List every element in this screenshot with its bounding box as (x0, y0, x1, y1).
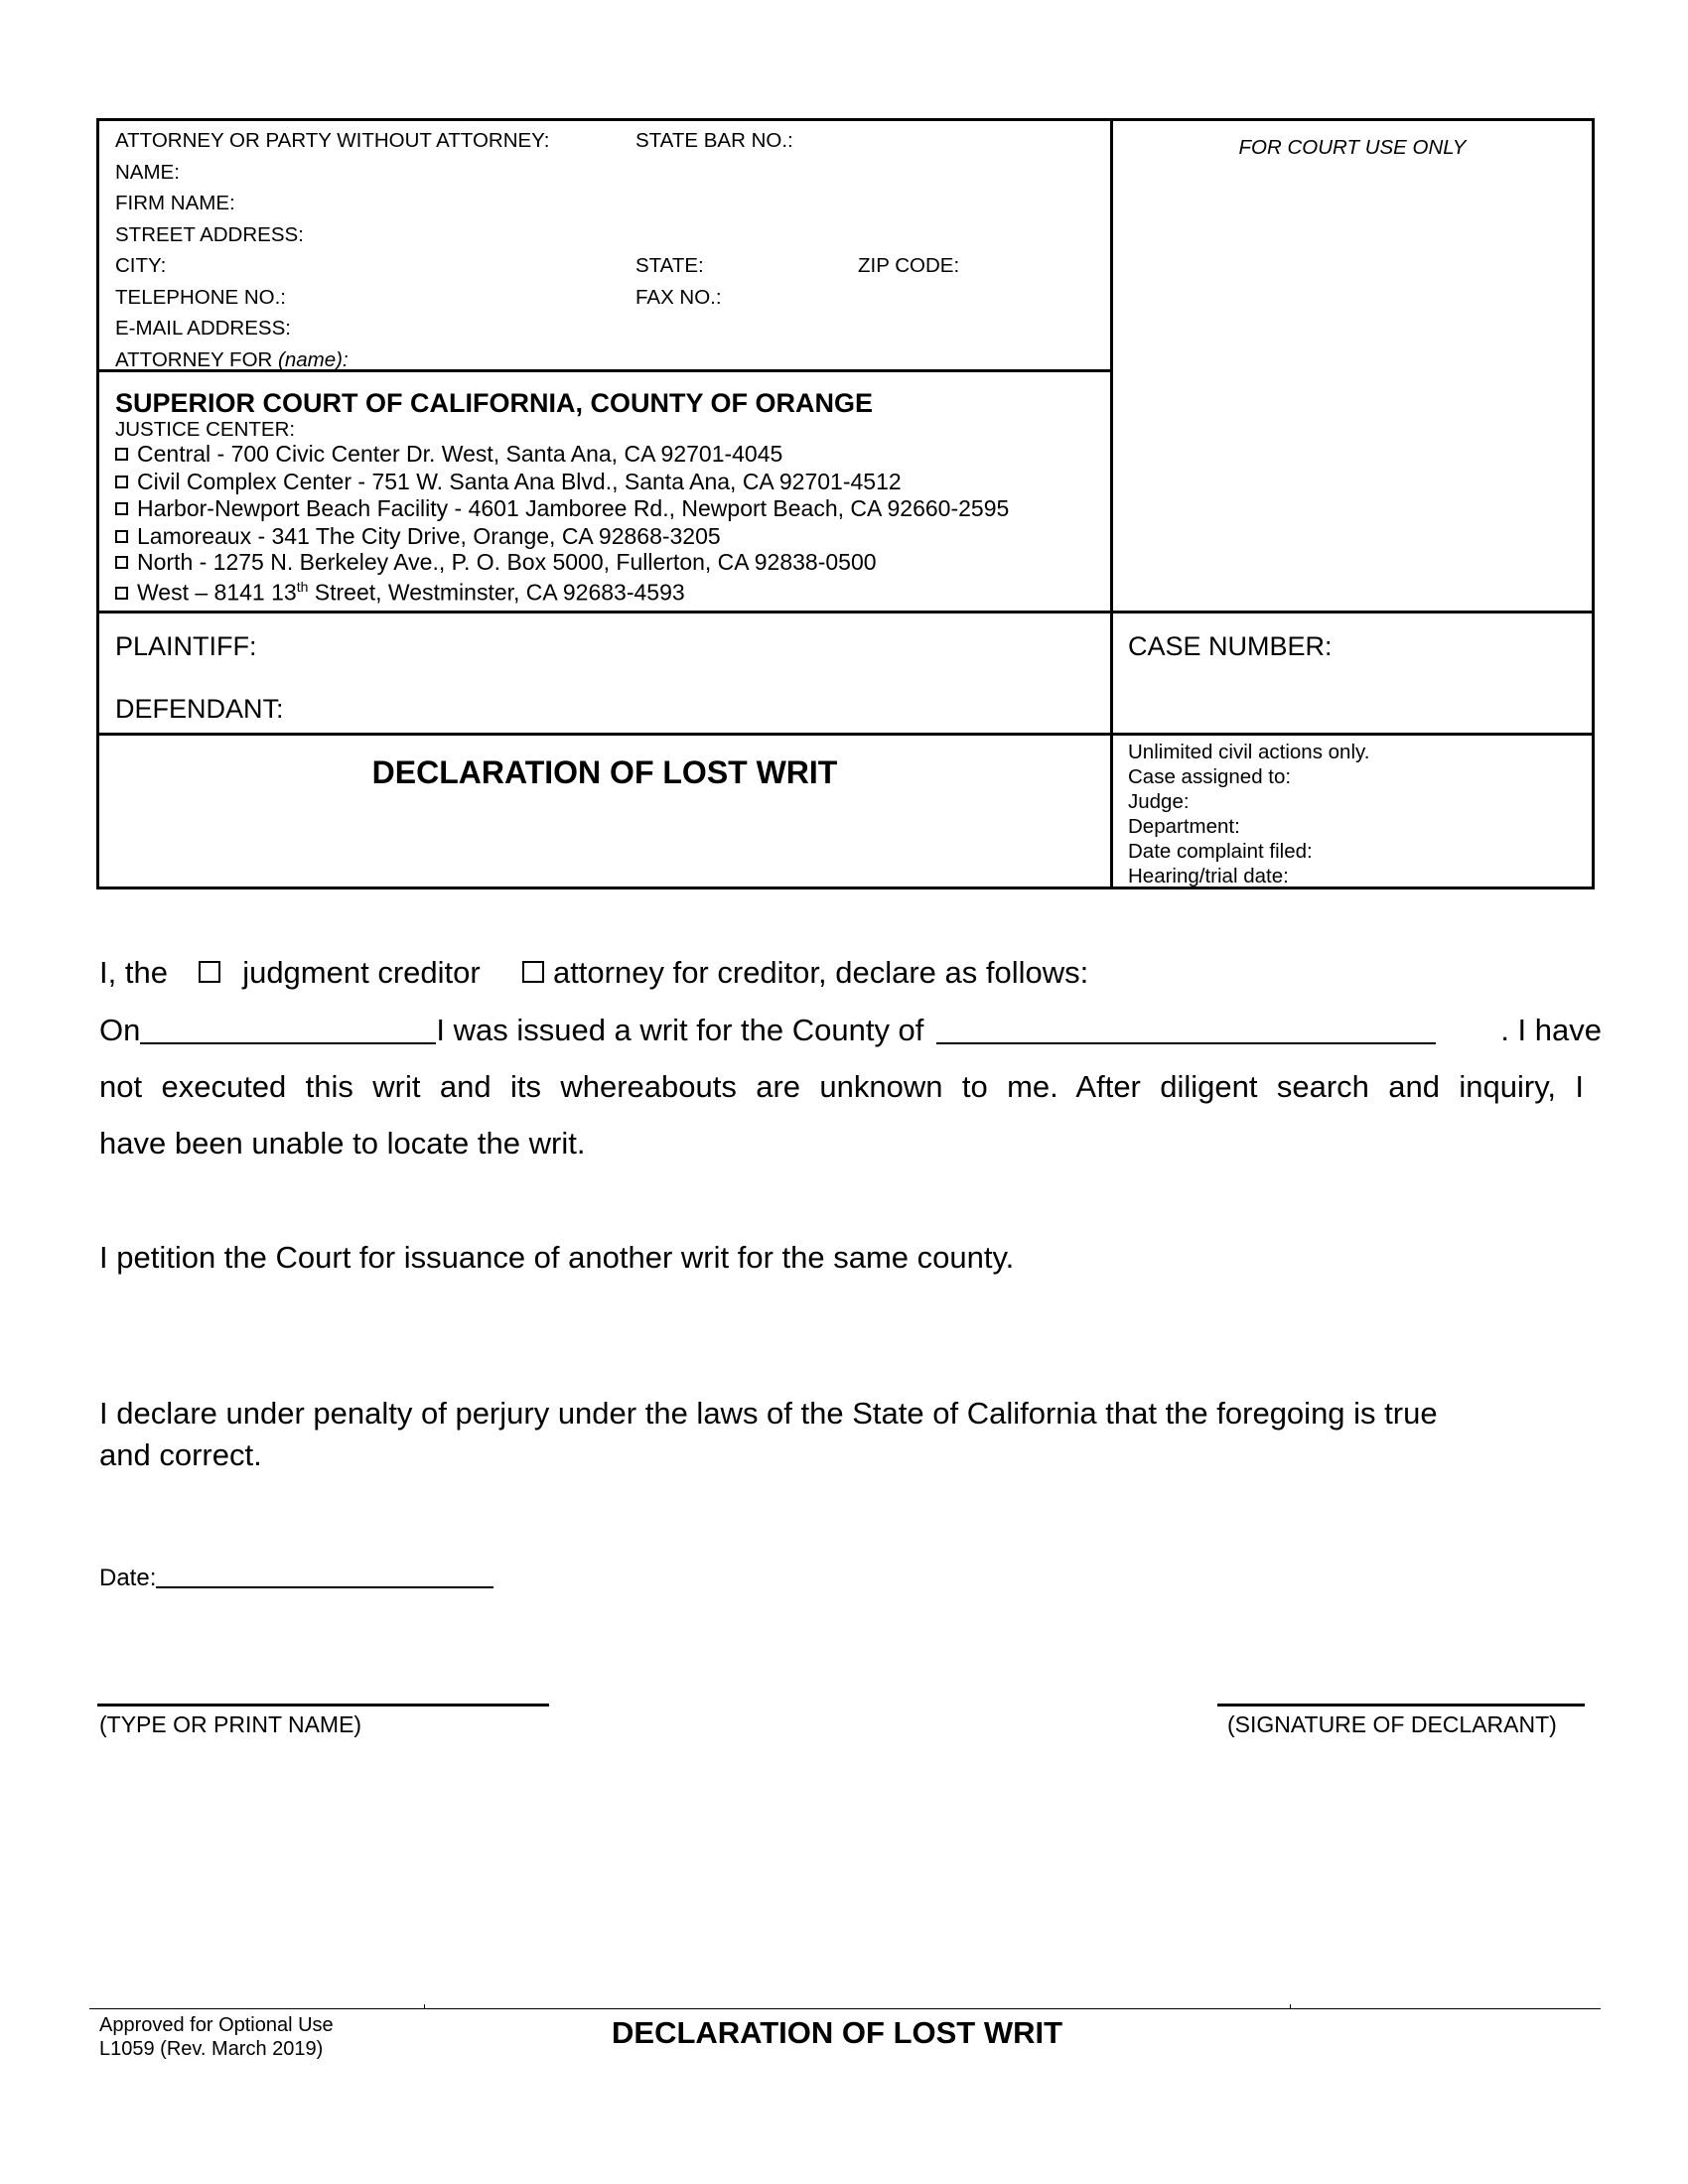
case-info (1128, 740, 1369, 888)
table-top-border (96, 118, 1595, 121)
case-info-department: Department: (1128, 815, 1240, 838)
checkbox-icon[interactable] (115, 556, 128, 569)
form-number: L1059 (Rev. March 2019) (99, 2038, 324, 2060)
case-info-date-filed: Date complaint filed: (1128, 840, 1313, 863)
writ-unable-line: have been unable to locate the writ. (99, 1126, 586, 1160)
attorney-for-label: ATTORNEY FOR (115, 347, 273, 371)
writ-whereabouts-line: not executed this writ and its whereabouts are unknown to me. After diligent search and inquiry, I (99, 1069, 1584, 1104)
case-info-assigned: Case assigned to: (1128, 765, 1292, 788)
issue-date-field[interactable] (140, 1016, 436, 1044)
date-label: Date: (99, 1565, 157, 1591)
table-middle-divider (1110, 118, 1113, 889)
attorney-for-row (115, 344, 1108, 376)
court-block (115, 387, 1108, 606)
court-title: SUPERIOR COURT OF CALIFORNIA, COUNTY OF ORANGE (115, 388, 874, 418)
city-label: CITY: (115, 254, 167, 277)
petition-paragraph: I petition the Court for issuance of another writ for the same county. (99, 1240, 1015, 1275)
table-right-border (1592, 118, 1595, 889)
firm-name-label: FIRM NAME: (115, 192, 235, 214)
zip-code-label: ZIP CODE: (858, 254, 960, 277)
checkbox-icon[interactable] (115, 530, 128, 543)
date-field[interactable] (156, 1565, 493, 1588)
attorney-for-creditor-label: attorney for creditor, declare as follows: (552, 955, 1089, 990)
perjury-line-1: I declare under penalty of perjury under the laws of the State of California that the foregoing is true (99, 1396, 1438, 1431)
footer-title: DECLARATION OF LOST WRIT (612, 2015, 1063, 2050)
footer-rule (89, 2008, 1601, 2009)
defendant-label: DEFENDANT: (115, 694, 284, 724)
court-parties-divider (96, 611, 1595, 614)
center-option-north[interactable]: North - 1275 N. Berkeley Ave., P. O. Box 5000, Fullerton, CA 92838-0500 (115, 550, 1108, 574)
center-option-west[interactable]: West – 8141 13th Street, Westminster, CA 92683-4593 (115, 574, 1108, 606)
declarant-role-line: I, the judgment creditor attorney for creditor, declare as follows: (99, 955, 1089, 990)
attorney-label: ATTORNEY OR PARTY WITHOUT ATTORNEY: STATE BAR NO.: (115, 125, 1108, 157)
print-name-label: (TYPE OR PRINT NAME) (99, 1711, 362, 1737)
city-row (115, 250, 1108, 282)
checkbox-icon[interactable] (115, 587, 128, 600)
case-info-unlimited: Unlimited civil actions only. (1128, 741, 1370, 763)
form-title: DECLARATION OF LOST WRIT (371, 754, 838, 790)
case-info-judge: Judge: (1128, 790, 1190, 813)
court-use-label: FOR COURT USE ONLY (1238, 136, 1467, 159)
email-label: E-MAIL ADDRESS: (115, 317, 291, 340)
county-field[interactable] (936, 1016, 1436, 1044)
fax-label: FAX NO.: (635, 285, 722, 309)
plaintiff-label: PLAINTIFF: (115, 631, 257, 661)
parties-title-divider (96, 733, 1595, 736)
footer-approved (99, 2013, 334, 2061)
state-bar-label: STATE BAR NO.: (635, 129, 793, 152)
telephone-row (115, 282, 1108, 314)
writ-issued-line: On I was issued a writ for the County of . I have (99, 1013, 1602, 1047)
attorney-for-name: (name): (278, 347, 349, 371)
case-info-hearing: Hearing/trial date: (1128, 865, 1289, 887)
date-row (99, 1565, 493, 1592)
footer-tick-right (1290, 2004, 1291, 2009)
checkbox-icon[interactable] (115, 502, 128, 515)
attorney-block (115, 125, 1108, 375)
street-address-label: STREET ADDRESS: (115, 222, 304, 246)
approved-label: Approved for Optional Use (99, 2014, 334, 2036)
judgment-creditor-label: judgment creditor (242, 955, 481, 990)
footer-tick-left (424, 2004, 425, 2009)
signature-label: (SIGNATURE OF DECLARANT) (1227, 1711, 1557, 1737)
telephone-label: TELEPHONE NO.: (115, 285, 287, 309)
judgment-creditor-checkbox[interactable] (199, 961, 220, 983)
center-option-lamoreaux[interactable]: Lamoreaux - 341 The City Drive, Orange, CA 92868-3205 (115, 523, 1108, 551)
center-option-central[interactable]: Central - 700 Civic Center Dr. West, Santa Ana, CA 92701-4045 (115, 441, 1108, 469)
state-label: STATE: (635, 254, 704, 277)
attorney-for-creditor-checkbox[interactable] (522, 961, 544, 983)
justice-center-label: JUSTICE CENTER: (115, 418, 296, 441)
table-bottom-border (96, 887, 1595, 889)
name-label: NAME: (115, 160, 180, 184)
print-name-field[interactable] (97, 1704, 549, 1706)
center-option-harbor-newport[interactable]: Harbor-Newport Beach Facility - 4601 Jamboree Rd., Newport Beach, CA 92660-2595 (115, 495, 1108, 523)
checkbox-icon[interactable] (115, 448, 128, 461)
perjury-line-2: and correct. (99, 1437, 262, 1472)
justice-center-list (115, 441, 1108, 606)
signature-field[interactable] (1217, 1704, 1585, 1706)
case-number-label: CASE NUMBER: (1128, 631, 1333, 661)
center-option-civil-complex[interactable]: Civil Complex Center - 751 W. Santa Ana Blvd., Santa Ana, CA 92701-4512 (115, 469, 1108, 496)
checkbox-icon[interactable] (115, 476, 128, 488)
